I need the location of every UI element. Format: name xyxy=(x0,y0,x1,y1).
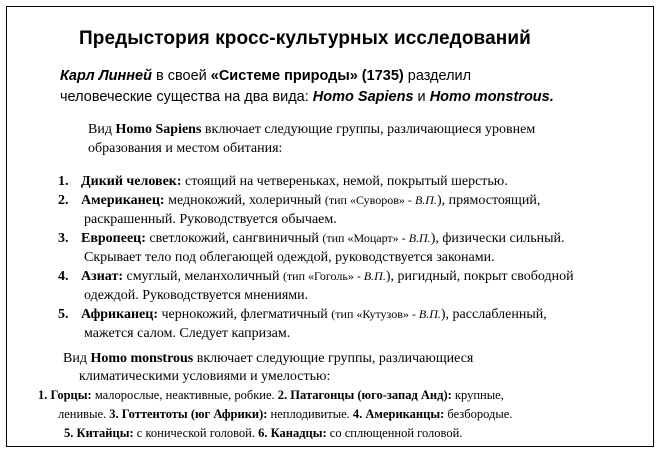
monstrous-intro-post: включает следующие группы, различающиеся xyxy=(193,351,474,366)
item-note: (тип «Моцарт» - xyxy=(322,231,409,245)
sapiens-intro-line-1 xyxy=(88,120,535,139)
monstrous-groups-line-1 xyxy=(38,386,504,405)
item-note: (тип «Кутузов» - xyxy=(331,307,419,321)
list-item xyxy=(54,172,574,191)
item-text: светлокожий, сангвиничный xyxy=(145,231,323,246)
species-sapiens: Homo Sapiens xyxy=(312,89,414,105)
item-name: Дикий человек: xyxy=(81,174,182,189)
group-name: 4. Американцы: xyxy=(352,407,445,421)
group-text: со сплющенной головой. xyxy=(326,426,463,440)
item-note-author: В.П. xyxy=(418,307,441,321)
monstrous-intro-bold: Homo monstrous xyxy=(90,351,194,366)
item-text-after: ), прямостоящий, xyxy=(436,193,541,208)
page-title: Предыстория кросс-культурных исследований xyxy=(79,28,531,49)
group-name: 3. Готтентоты (юг Африки): xyxy=(109,407,268,421)
item-number: 1. xyxy=(58,174,69,189)
monstrous-intro xyxy=(63,350,473,386)
item-name: Африканец: xyxy=(81,307,158,322)
item-note: (тип «Гоголь» - xyxy=(282,269,364,283)
item-text: стоящий на четвереньках, немой, покрытый шерстью. xyxy=(181,174,508,189)
group-text: ленивые. xyxy=(58,407,110,421)
item-number: 4. xyxy=(58,269,69,284)
item-name: Азиат: xyxy=(81,269,123,284)
group-text: малорослые, неактивные, робкие. xyxy=(91,388,278,402)
item-note-author: В.П. xyxy=(408,231,431,245)
item-name: Американец: xyxy=(81,193,165,208)
monstrous-groups-line-2 xyxy=(58,405,512,424)
intro-line-2 xyxy=(60,87,554,108)
work-title: «Системе природы» (1735) xyxy=(210,68,404,84)
item-number: 3. xyxy=(58,231,69,246)
item-number: 2. xyxy=(58,193,69,208)
item-text-continued: мажется салом. Следует капризам. xyxy=(84,326,291,341)
author-name: Карл Линней xyxy=(60,68,152,84)
intro-text-1: в своей xyxy=(151,68,211,84)
item-text: чернокожий, флегматичный xyxy=(157,307,332,322)
item-text-continued: Скрывает тело под облегающей одеждой, руководствуется законами. xyxy=(84,250,495,265)
monstrous-groups-line-3 xyxy=(64,424,462,443)
species-monstrous: Homo monstrous. xyxy=(429,89,554,105)
monstrous-intro-line-1 xyxy=(63,350,473,368)
item-text-after: ), расслабленный, xyxy=(440,307,547,322)
item-text-continued: одеждой. Руководствуется мнениями. xyxy=(84,288,309,303)
item-text-after: ), ригидный, покрыт свободной xyxy=(385,269,574,284)
list-item xyxy=(54,267,574,305)
item-note: (тип «Суворов» - xyxy=(324,193,415,207)
list-item xyxy=(54,191,574,229)
group-text: с конической головой. xyxy=(133,426,259,440)
monstrous-intro-pre: Вид xyxy=(63,351,91,366)
sapiens-intro-post: включает следующие группы, различающиеся уровнем xyxy=(201,122,536,137)
group-name: 6. Канадцы: xyxy=(258,426,327,440)
item-number: 5. xyxy=(58,307,69,322)
item-text-continued: раскрашенный. Руководствуется обычаем. xyxy=(84,212,337,227)
group-name: 2. Патагонцы (юго-запад Анд): xyxy=(277,388,452,402)
monstrous-intro-line-2: климатическими условиями и умелостью: xyxy=(79,369,331,384)
group-name: 1. Горцы: xyxy=(38,388,92,402)
item-text: меднокожий, холеричный xyxy=(164,193,325,208)
sapiens-intro xyxy=(88,120,535,158)
item-note-author: В.П. xyxy=(414,193,437,207)
item-name: Европеец: xyxy=(81,231,146,246)
intro-and: и xyxy=(413,89,430,105)
sapiens-intro-pre: Вид xyxy=(88,122,116,137)
intro-text-2: разделил xyxy=(403,68,472,84)
group-name: 5. Китайцы: xyxy=(64,426,134,440)
item-text-after: ), физически сильный. xyxy=(430,231,565,246)
sapiens-intro-line-2: образования и местом обитания: xyxy=(88,141,283,156)
intro-text-3: человеческие существа на два вида: xyxy=(60,89,313,105)
item-note-author: В.П. xyxy=(363,269,386,283)
group-text: крупные, xyxy=(451,388,504,402)
sapiens-intro-bold: Homo Sapiens xyxy=(115,122,202,137)
item-text: смуглый, меланхоличный xyxy=(122,269,283,284)
group-text: безбородые. xyxy=(444,407,513,421)
group-text: неплодивитые. xyxy=(267,407,353,421)
list-item xyxy=(54,229,574,267)
intro-paragraph xyxy=(60,66,554,108)
intro-line-1 xyxy=(60,66,554,87)
list-item xyxy=(54,305,574,343)
sapiens-group-list xyxy=(54,172,574,343)
